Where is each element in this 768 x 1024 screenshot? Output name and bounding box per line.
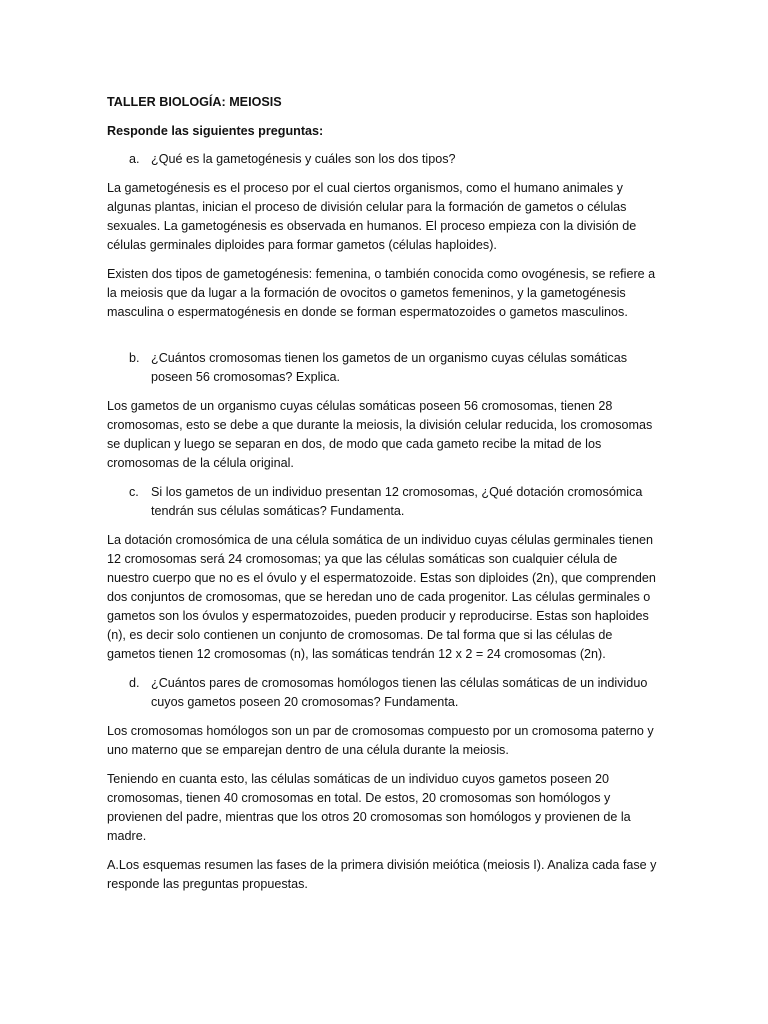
answer-a-paragraph-2: Existen dos tipos de gametogénesis: femenina, o también conocida como ovogénesis, se refiere a la meiosis que da lugar a la formación de ovocitos o gametos femeninos, y la gametogénesis masculina o espermatogénesis en donde se forman espermatozoides o gametos masculinos. [107, 267, 656, 319]
answer-d-paragraph-2: Teniendo en cuanta esto, las células somáticas de un individuo cuyos gametos poseen 20 cromosomas, tienen 40 cromosomas en total. De estos, 20 cromosomas son homólogos y provienen del padre, mientras que los otros 20 cromosomas son homólogos y provienen de la madre. [107, 772, 631, 843]
question-b-text: ¿Cuántos cromosomas tienen los gametos de un organismo cuyas células somáticas poseen 56 cromosomas? Explica. [151, 351, 627, 384]
question-d-text: ¿Cuántos pares de cromosomas homólogos tienen las células somáticas de un individuo cuyos gametos poseen 20 cromosomas? Fundamenta. [151, 676, 648, 709]
answer-c-paragraph: La dotación cromosómica de una célula somática de un individuo cuyas células germinales tienen 12 cromosomas será 24 cromosomas; ya que las células somáticas son cualquier célula de nuestro cuerpo que no es el óvulo y el espermatozoide. Estas son diploides (2n), que comprenden dos conjuntos de cromosomas, que se heredan uno de cada progenitor. Las células germinales o gametos son los óvulos y espermatozoides, pueden producir y reproducirse. Estas son haploides (n), es decir solo contienen un conjunto de cromosomas. De tal forma que si las células de gametos tienen 12 cromosomas (n), las somáticas tendrán 12 x 2 = 24 cromosomas (2n). [107, 533, 656, 661]
question-a-text: ¿Qué es la gametogénesis y cuáles son los dos tipos? [151, 152, 456, 166]
question-c-letter: c. [129, 485, 139, 499]
question-c [107, 483, 659, 521]
section-a-instructions: A.Los esquemas resumen las fases de la primera división meiótica (meiosis I). Analiza cada fase y responde las preguntas propuestas. [107, 858, 657, 891]
question-c-text: Si los gametos de un individuo presentan 12 cromosomas, ¿Qué dotación cromosómica tendrán sus células somáticas? Fundamenta. [151, 485, 643, 518]
answer-b-paragraph: Los gametos de un organismo cuyas células somáticas poseen 56 cromosomas, tienen 28 cromosomas, esto se debe a que durante la meiosis, la división celular reducida, los cromosomas se duplican y luego se separan en dos, de modo que cada gameto recibe la mitad de los cromosomas de la célula original. [107, 399, 653, 470]
document-title: TALLER BIOLOGÍA: MEIOSIS [107, 95, 282, 109]
question-d-letter: d. [129, 676, 140, 690]
spacer [107, 332, 659, 349]
instructions-heading: Responde las siguientes preguntas: [107, 124, 324, 138]
document-body [107, 93, 659, 904]
answer-a-paragraph-1: La gametogénesis es el proceso por el cual ciertos organismos, como el humano animales y algunas plantas, inician el proceso de división celular para la formación de gametos o células sexuales. La gametogénesis es observada en humanos. El proceso empieza con la división de células germinales diploides para formar gametos (células haploides). [107, 181, 637, 252]
question-a [107, 150, 659, 169]
question-d [107, 674, 659, 712]
question-a-letter: a. [129, 152, 140, 166]
question-b-letter: b. [129, 351, 140, 365]
question-b [107, 349, 659, 387]
answer-d-paragraph-1: Los cromosomas homólogos son un par de cromosomas compuesto por un cromosoma paterno y uno materno que se emparejan dentro de una célula durante la meiosis. [107, 724, 654, 757]
